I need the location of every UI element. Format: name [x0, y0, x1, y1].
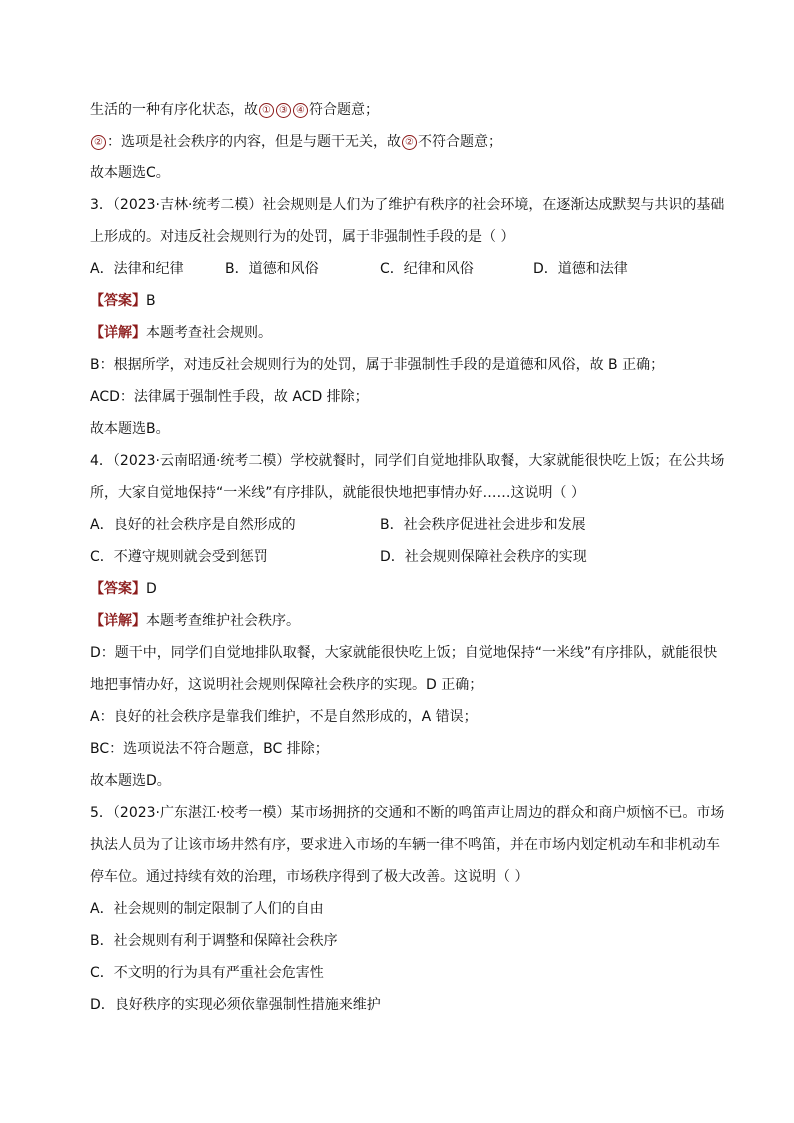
q4-answer	[90, 579, 724, 599]
q4-option-b: B．社会秩序促进社会进步和发展	[380, 517, 586, 533]
answer-value: D	[146, 581, 157, 597]
q3-option-a: A．法律和纪律	[90, 261, 184, 277]
q3-explanation-2: ACD：法律属于强制性手段，故 ACD 排除；	[90, 389, 369, 405]
q3-option-c: C．纪律和风俗	[380, 261, 474, 277]
q4-detail	[90, 611, 724, 631]
detail-label: 【详解】	[90, 325, 146, 341]
carry-text: 符合题意；	[309, 102, 379, 118]
q4-explanation-4: BC：选项说法不符合题意，BC 排除；	[90, 741, 329, 757]
q4-option-a: A．良好的社会秩序是自然形成的	[90, 517, 296, 533]
circled-number: ②	[91, 135, 106, 150]
detail-text: 本题考查维护社会秩序。	[146, 613, 300, 629]
q4-option-d: D．社会规则保障社会秩序的实现	[380, 549, 587, 565]
q4-stem-line-2: 所，大家自觉地保持“一米线”有序排队，就能很快地把事情办好……这说明（ ）	[90, 485, 585, 501]
answer-label: 【答案】	[90, 581, 146, 597]
circled-number: ④	[293, 103, 308, 118]
carry-text: 生活的一种有序化状态，故	[90, 102, 258, 118]
q3-option-d: D．道德和法律	[533, 261, 628, 277]
circled-number: ③	[276, 103, 291, 118]
carry-text: 不符合题意；	[418, 134, 502, 150]
q3-conclusion: 故本题选B。	[90, 421, 170, 437]
circled-number: ②	[402, 135, 417, 150]
circled-number: ①	[259, 103, 274, 118]
q4-explanation-2: 地把事情办好，这说明社会规则保障社会秩序的实现。D 正确；	[90, 677, 484, 693]
q3-stem-line-1: 3．（2023·吉林·统考二模）社会规则是人们为了维护有秩序的社会环境，在逐渐达成默契与共识的基础	[90, 197, 725, 213]
q5-stem-line-2: 执法人员为了让该市场井然有序，要求进入市场的车辆一律不鸣笛，并在市场内划定机动车和非机动车	[90, 837, 720, 853]
q5-option-c: C．不文明的行为具有严重社会危害性	[90, 965, 324, 981]
q3-explanation-1: B：根据所学，对违反社会规则行为的处罚，属于非强制性手段的是道德和风俗，故 B 正确；	[90, 357, 665, 373]
q5-option-d: D．良好秩序的实现必须依靠强制性措施来维护	[90, 997, 381, 1013]
q3-stem-line-2: 上形成的。对违反社会规则行为的处罚，属于非强制性手段的是（ ）	[90, 229, 515, 245]
q3-answer	[90, 291, 724, 311]
q4-explanation-1: D：题干中，同学们自觉地排队取餐，大家就能很快吃上饭；自觉地保持“一米线”有序排队，就能很快	[90, 645, 718, 661]
q3-detail	[90, 323, 724, 343]
carry-conclusion: 故本题选C。	[90, 165, 170, 181]
q3-option-b: B．道德和风俗	[225, 261, 319, 277]
q4-option-c: C．不遵守规则就会受到惩罚	[90, 549, 268, 565]
carry-line-1	[90, 100, 724, 120]
q5-stem-line-1: 5．（2023·广东湛江·校考一模）某市场拥挤的交通和不断的鸣笛声让周边的群众和商户烦恼不已。市场	[90, 805, 725, 821]
answer-value: B	[146, 293, 156, 309]
detail-text: 本题考查社会规则。	[146, 325, 272, 341]
q5-stem-line-3: 停车位。通过持续有效的治理，市场秩序得到了极大改善。这说明（ ）	[90, 869, 529, 885]
q4-stem-line-1: 4．（2023·云南昭通·统考二模）学校就餐时，同学们自觉地排队取餐，大家就能很快吃上饭；在公共场	[90, 453, 725, 469]
q5-option-b: B．社会规则有利于调整和保障社会秩序	[90, 933, 338, 949]
carry-line-2	[90, 132, 724, 152]
q5-option-a: A．社会规则的制定限制了人们的自由	[90, 901, 324, 917]
detail-label: 【详解】	[90, 613, 146, 629]
carry-text: ：选项是社会秩序的内容，但是与题干无关，故	[107, 134, 401, 150]
q4-conclusion: 故本题选D。	[90, 773, 171, 789]
q4-explanation-3: A：良好的社会秩序是靠我们维护，不是自然形成的，A 错误；	[90, 709, 478, 725]
answer-label: 【答案】	[90, 293, 146, 309]
